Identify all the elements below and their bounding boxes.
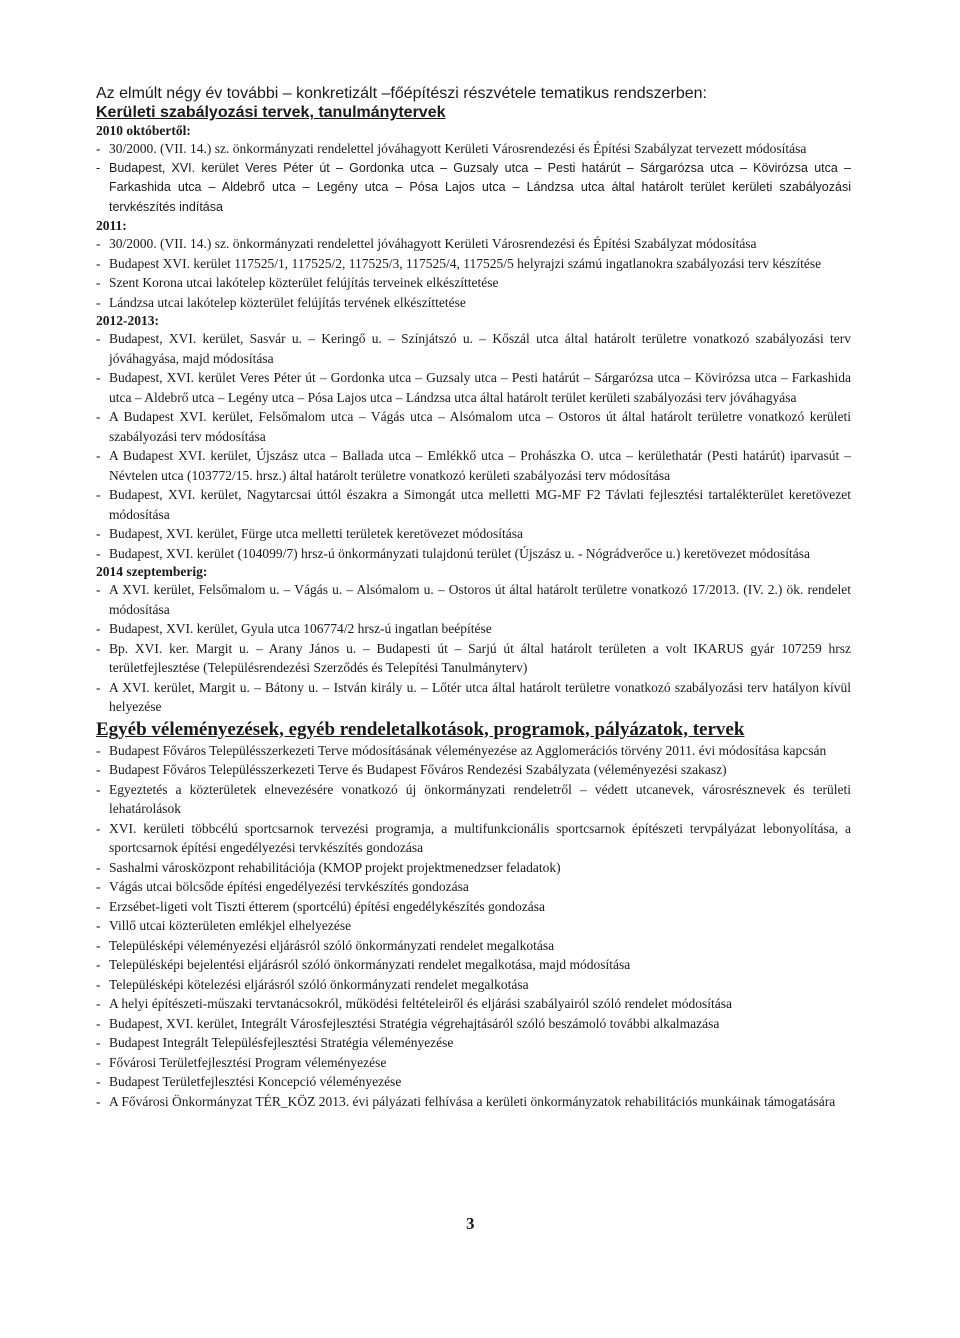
list-item: - Budapest, XVI. kerület, Sasvár u. – Keringő u. – Színjátszó u. – Kőszál utca által határolt területre vonatkozó szabályozási terv jóváhagyása, majd módosítása xyxy=(96,329,851,368)
period-heading-2014: 2014 szeptemberig: xyxy=(96,564,208,579)
list-item: - Sashalmi városközpont rehabilitációja (KMOP projekt projektmenedzser feladatok) xyxy=(96,858,851,878)
period-list-2011 xyxy=(96,234,851,312)
period-list-2010 xyxy=(96,139,851,217)
list-item: - A XVI. kerület, Margit u. – Bátony u. – István király u. – Lőtér utca által határolt területre vonatkozó szabályozási terv hatályon kívül helyezése xyxy=(96,678,851,717)
other-reviews-list xyxy=(96,741,851,1112)
list-item: - Budapest, XVI. kerület, Nagytarcsai úttól északra a Simongát utca melletti MG-MF F2 Távlati fejlesztési tartalékterület keretövezet módosítása xyxy=(96,485,851,524)
list-item: - Villő utcai közterületen emlékjel elhelyezése xyxy=(96,916,851,936)
list-item: - A Budapest XVI. kerület, Felsőmalom utca – Vágás utca – Alsómalom utca – Ostoros út által határolt területre vonatkozó kerületi szabályozási terv módosítása xyxy=(96,407,851,446)
period-heading-2011: 2011: xyxy=(96,218,127,233)
list-item: - 30/2000. (VII. 14.) sz. önkormányzati rendelettel jóváhagyott Kerületi Városrendezési és Építési Szabályzat módosítása xyxy=(96,234,851,254)
list-item: - Budapest, XVI. kerület (104099/7) hrsz-ú önkormányzati tulajdonú terület (Újszász u. - Nógrádverőce u.) keretövezet módosítása xyxy=(96,544,851,564)
list-item: - Budapest, XVI. kerület, Fürge utca melletti területek keretövezet módosítása xyxy=(96,524,851,544)
list-item: - A Budapest XVI. kerület, Újszász utca – Ballada utca – Emlékkő utca – Prohászka O. utca – kerülethatár (Pesti határút) iparvasút – Névtelen utca (103772/15. hrsz.) által határolt területre vonatkozó kerületi szabályozási terv módosítása xyxy=(96,446,851,485)
list-item: - Szent Korona utcai lakótelep közterület felújítás terveinek elkészíttetése xyxy=(96,273,851,293)
list-item: - XVI. kerületi többcélú sportcsarnok tervezési programja, a multifunkcionális sportcsarnok építészeti tervpályázat lebonyolítása, a sportcsarnok építési engedélyezési tervkészítés gondozása xyxy=(96,819,851,858)
list-item: - Településképi bejelentési eljárásról szóló önkormányzati rendelet megalkotása, majd módosítása xyxy=(96,955,851,975)
list-item: - Budapest Főváros Településszerkezeti Terve és Budapest Főváros Rendezési Szabályzata (véleményezési szakasz) xyxy=(96,760,851,780)
list-item: - Budapest XVI. kerület 117525/1, 117525/2, 117525/3, 117525/4, 117525/5 helyrajzi számú ingatlanokra szabályozási terv készítése xyxy=(96,254,851,274)
list-item: - Budapest, XVI. kerület, Gyula utca 106774/2 hrsz-ú ingatlan beépítése xyxy=(96,619,851,639)
list-item: - Településképi kötelezési eljárásról szóló önkormányzati rendelet megalkotása xyxy=(96,975,851,995)
list-item: - Településképi véleményezési eljárásról szóló önkormányzati rendelet megalkotása xyxy=(96,936,851,956)
period-list-2014 xyxy=(96,580,851,717)
list-item: - Egyeztetés a közterületek elnevezésére vonatkozó új önkormányzati rendeletről – védett utcanevek, városrésznevek és területi lehatárolások xyxy=(96,780,851,819)
list-item: - Budapest, XVI. kerület Veres Péter út – Gordonka utca – Guzsaly utca – Pesti határút – Sárgarózsa utca – Kövirózsa utca – Farkashida utca – Aldebrő utca – Legény utca – Pósa Lajos utca – Lándzsa utca által határolt terület kerületi szabályozási tervkészítés indítása xyxy=(96,159,851,218)
list-item: - Budapest Integrált Településfejlesztési Stratégia véleményezése xyxy=(96,1033,851,1053)
section-title-regulatory-plans: Kerületi szabályozási tervek, tanulmánytervek xyxy=(96,104,446,121)
period-heading-2012-2013: 2012-2013: xyxy=(96,313,159,328)
period-list-2012-2013 xyxy=(96,329,851,563)
list-item: - Bp. XVI. ker. Margit u. – Arany János u. – Budapesti út – Sarjú út által határolt területen a volt IKARUS gyár 107259 hrsz területfejlesztése (Településrendezési Szerződés és Telepítési Tanulmányterv) xyxy=(96,639,851,678)
list-item: - Budapest, XVI. kerület Veres Péter út – Gordonka utca – Guzsaly utca – Pesti határút – Sárgarózsa utca – Kövirózsa utca – Farkashida utca – Aldebrő utca – Legény utca – Pósa Lajos utca – Lándzsa utca által határolt terület kerületi szabályozási terv jóváhagyása xyxy=(96,368,851,407)
intro-text: Az elmúlt négy év további – konkretizált –főépítészi részvétele tematikus rendszerben: xyxy=(96,85,707,102)
section-title-other-reviews: Egyéb véleményezések, egyéb rendeletalkotások, programok, pályázatok, tervek xyxy=(96,718,745,740)
list-item: - Lándzsa utcai lakótelep közterület felújítás tervének elkészíttetése xyxy=(96,293,851,313)
list-item: - A XVI. kerület, Felsőmalom u. – Vágás u. – Alsómalom u. – Ostoros út által határolt területre vonatkozó 17/2013. (IV. 2.) ök. rendelet módosítása xyxy=(96,580,851,619)
list-item: - A helyi építészeti-műszaki tervtanácsokról, működési feltételeiről és eljárási szabályairól szóló rendelet módosítása xyxy=(96,994,851,1014)
list-item: - Fővárosi Területfejlesztési Program véleményezése xyxy=(96,1053,851,1073)
document-page xyxy=(96,84,851,1111)
list-item: - A Fővárosi Önkormányzat TÉR_KÖZ 2013. évi pályázati felhívása a kerületi önkormányzatok rehabilitációs munkáinak támogatására xyxy=(96,1092,851,1112)
list-item: - Budapest, XVI. kerület, Integrált Városfejlesztési Stratégia végrehajtásáról szóló beszámoló további alkalmazása xyxy=(96,1014,851,1034)
list-item: - 30/2000. (VII. 14.) sz. önkormányzati rendelettel jóváhagyott Kerületi Városrendezési és Építési Szabályzat tervezett módosítása xyxy=(96,139,851,159)
list-item: - Budapest Főváros Településszerkezeti Terve módosításának véleményezése az Agglomerációs törvény 2011. évi módosítása kapcsán xyxy=(96,741,851,761)
page-number: 3 xyxy=(466,1214,475,1233)
list-item: - Vágás utcai bölcsőde építési engedélyezési tervkészítés gondozása xyxy=(96,877,851,897)
list-item: - Erzsébet-ligeti volt Tiszti étterem (sportcélú) építési engedélykészítés gondozása xyxy=(96,897,851,917)
period-heading-2010: 2010 októbertől: xyxy=(96,123,191,138)
list-item: - Budapest Területfejlesztési Koncepció véleményezése xyxy=(96,1072,851,1092)
